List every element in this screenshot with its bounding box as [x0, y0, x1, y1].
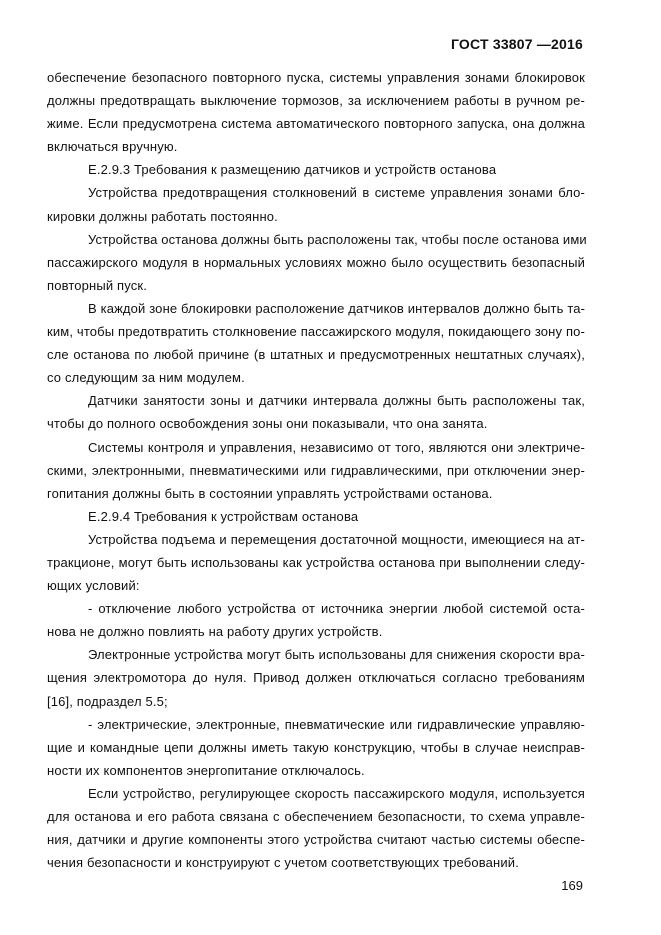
text-line: ния, датчики и другие компоненты этого устройства считают частью системы обеспе-	[47, 832, 585, 848]
text-line: ющих условий:	[47, 578, 140, 594]
text-line: должны предотвращать выключение тормозов, за исключением работы в ручном ре-	[47, 93, 585, 109]
text-line: Датчики занятости зоны и датчики интервала должны быть расположены так,	[88, 393, 585, 409]
text-line: нова не должно повлиять на работу других устройств.	[47, 624, 383, 640]
text-line: - отключение любого устройства от источника энергии любой системой оста-	[88, 601, 585, 617]
paragraph	[47, 643, 585, 712]
paragraph	[47, 713, 585, 782]
text-line: щения электромотора до нуля. Привод должен отключаться согласно требованиям	[47, 670, 585, 686]
text-line: чтобы до полного освобождения зоны они показывали, что она занята.	[47, 416, 488, 432]
text-line: ности их компонентов энергопитание отключалось.	[47, 762, 365, 778]
text-line: Устройства предотвращения столкновений в системе управления зонами бло-	[88, 185, 585, 201]
text-line: Устройства подъема и перемещения достаточной мощности, имеющиеся на ат-	[88, 531, 585, 547]
section-heading	[47, 158, 585, 181]
document-body	[47, 66, 585, 874]
text-line: повторный пуск.	[47, 277, 147, 293]
text-line: гопитания должны быть в состоянии управлять устройствами останова.	[47, 485, 493, 501]
text-line: Е.2.9.3 Требования к размещению датчиков и устройств останова	[88, 162, 497, 178]
text-line: щие и командные цепи должны иметь такую конструкцию, чтобы в случае неисправ-	[47, 739, 585, 755]
paragraph	[47, 782, 585, 874]
text-line: [16], подраздел 5.5;	[47, 693, 168, 709]
text-line: Е.2.9.4 Требования к устройствам останова	[88, 508, 359, 524]
text-line: со следующим за ним модулем.	[47, 370, 245, 386]
text-line: жиме. Если предусмотрена система автоматического повторного запуска, она должна	[47, 116, 585, 132]
text-line: Устройства останова должны быть расположены так, чтобы после останова ими	[88, 231, 587, 247]
page-number: 169	[561, 878, 583, 893]
text-line: Системы контроля и управления, независимо от того, являются они электриче-	[88, 439, 585, 455]
paragraph	[47, 389, 585, 435]
paragraph	[47, 297, 585, 389]
paragraph	[47, 597, 585, 643]
text-line: пассажирского модуля в нормальных условиях можно было осуществить безопасный	[47, 254, 585, 270]
text-line: Электронные устройства могут быть использованы для снижения скорости вра-	[88, 647, 585, 663]
paragraph	[47, 181, 585, 227]
text-line: скими, электронными, пневматическими или гидравлическими, при отключении энер-	[47, 462, 585, 478]
text-line: включаться вручную.	[47, 139, 178, 155]
paragraph	[47, 228, 585, 297]
paragraph	[47, 66, 585, 158]
text-line: В каждой зоне блокировки расположение датчиков интервалов должно быть та-	[88, 300, 586, 316]
text-line: тракционе, могут быть использованы как устройства останова при выполнении следу-	[47, 554, 585, 570]
paragraph	[47, 436, 585, 505]
text-line: ким, чтобы предотвратить столкновение пассажирского модуля, покидающего зону по-	[47, 324, 585, 340]
text-line: - электрические, электронные, пневматические или гидравлические управляю-	[88, 716, 585, 732]
document-header: ГОСТ 33807 —2016	[450, 36, 583, 52]
paragraph	[47, 528, 585, 597]
text-line: чения безопасности и конструируют с учетом соответствующих требований.	[47, 855, 519, 871]
text-line: для останова и его работа связана с обеспечением безопасности, то схема управле-	[47, 809, 585, 824]
text-line: сле останова по любой причине (в штатных и предусмотренных нештатных случаях),	[47, 347, 585, 363]
text-line: Если устройство, регулирующее скорость пассажирского модуля, используется	[88, 785, 585, 801]
section-heading	[47, 505, 585, 528]
text-line: обеспечение безопасного повторного пуска, системы управления зонами блокировок	[47, 70, 585, 85]
text-line: кировки должны работать постоянно.	[47, 208, 278, 224]
